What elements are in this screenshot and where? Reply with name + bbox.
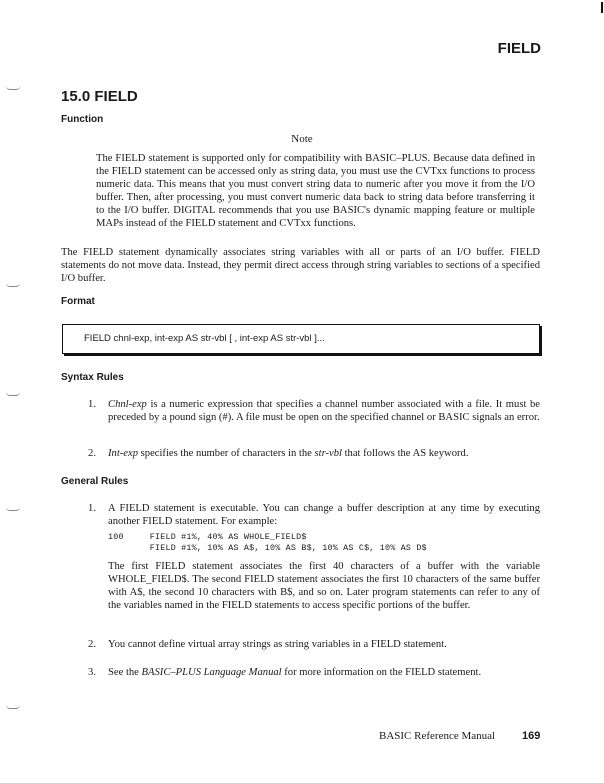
syntax-rule-1-term: Chnl-exp bbox=[108, 399, 147, 410]
running-header-title: FIELD bbox=[497, 40, 541, 57]
binding-mark bbox=[6, 507, 20, 511]
code-line-1: 100 FIELD #1%, 40% AS WHOLE_FIELD$ bbox=[108, 532, 307, 542]
page-edge-mark bbox=[601, 2, 603, 13]
general-rule-2-number: 2. bbox=[88, 639, 96, 650]
general-rule-1-explanation: The first FIELD statement associates the first 40 characters of a buffer with the variable WHOLE_FIELD$. The second FIELD statement associates the first 10 characters of the same buffer with A$, the second 10 characters with B$, and so on. Later program statements can refer to any of the variables named in the FIELD statements to access specific portions of the buffer. bbox=[108, 561, 540, 611]
binding-mark bbox=[6, 283, 20, 287]
binding-mark bbox=[6, 392, 20, 396]
general-rule-3 bbox=[108, 666, 540, 679]
general-rule-3-prefix: See the bbox=[108, 667, 142, 678]
syntax-rule-2 bbox=[108, 447, 540, 460]
format-syntax: FIELD chnl-exp, int-exp AS str-vbl [ , int-exp AS str-vbl ]... bbox=[84, 333, 325, 344]
general-rule-1-number: 1. bbox=[88, 503, 96, 514]
footer-page-number: 169 bbox=[522, 730, 541, 742]
general-rule-3-number: 3. bbox=[88, 667, 96, 678]
syntax-rule-2-text-b: that follows the AS keyword. bbox=[341, 448, 469, 459]
function-description: The FIELD statement dynamically associates string variables with all or parts of an I/O buffer. FIELD statements do not move data. Instead, they permit direct access through string variables to sections of a specified I/O buffer. bbox=[61, 247, 540, 284]
format-syntax-box bbox=[62, 324, 540, 354]
syntax-rule-2-text-a: specifies the number of characters in the bbox=[138, 448, 315, 459]
footer-manual-title: BASIC Reference Manual bbox=[379, 730, 496, 742]
format-heading: Format bbox=[61, 296, 95, 307]
note-text: The FIELD statement is supported only for compatibility with BASIC–PLUS. Because data defined in the FIELD statement can be accessed only as string data, you must use the CVTxx functions to process numeric data. This means that you must convert string data to numeric after you move it from the I/O buffer. Then, after processing, you must convert numeric data back to string data before transferring it to the I/O buffer. DIGITAL recommends that you use BASIC's dynamic mapping feature or multiple MAPs instead of the FIELD statement and CVTxx functions. bbox=[96, 153, 535, 229]
general-rules-heading: General Rules bbox=[61, 476, 129, 487]
general-rule-3-manual-title: BASIC–PLUS Language Manual bbox=[141, 667, 282, 678]
binding-mark bbox=[6, 86, 20, 90]
general-rule-2-text: You cannot define virtual array strings as string variables in a FIELD statement. bbox=[108, 639, 447, 650]
note-heading: Note bbox=[291, 133, 313, 145]
general-rule-1-text: A FIELD statement is executable. You can change a buffer description at any time by executing another FIELD statement. For example: bbox=[108, 503, 540, 527]
syntax-rule-1 bbox=[108, 398, 540, 424]
section-title: 15.0 FIELD bbox=[61, 88, 138, 105]
function-heading: Function bbox=[61, 114, 104, 125]
binding-mark bbox=[6, 705, 20, 709]
code-line-2: FIELD #1%, 10% AS A$, 10% AS B$, 10% AS C$, 10% AS D$ bbox=[108, 543, 427, 553]
syntax-rules-heading: Syntax Rules bbox=[61, 372, 124, 383]
syntax-rule-2-term: Int-exp bbox=[108, 448, 138, 459]
syntax-rule-1-text: is a numeric expression that specifies a channel number associated with a file. It must be preceded by a pound sign (#). A file must be open on the specified channel or BASIC signals an error. bbox=[108, 399, 540, 423]
general-rule-3-suffix: for more information on the FIELD statement. bbox=[281, 667, 482, 678]
syntax-rule-2-term2: str-vbl bbox=[314, 448, 342, 459]
syntax-rule-1-number: 1. bbox=[88, 399, 96, 410]
syntax-rule-2-number: 2. bbox=[88, 448, 96, 459]
code-example bbox=[108, 532, 427, 554]
